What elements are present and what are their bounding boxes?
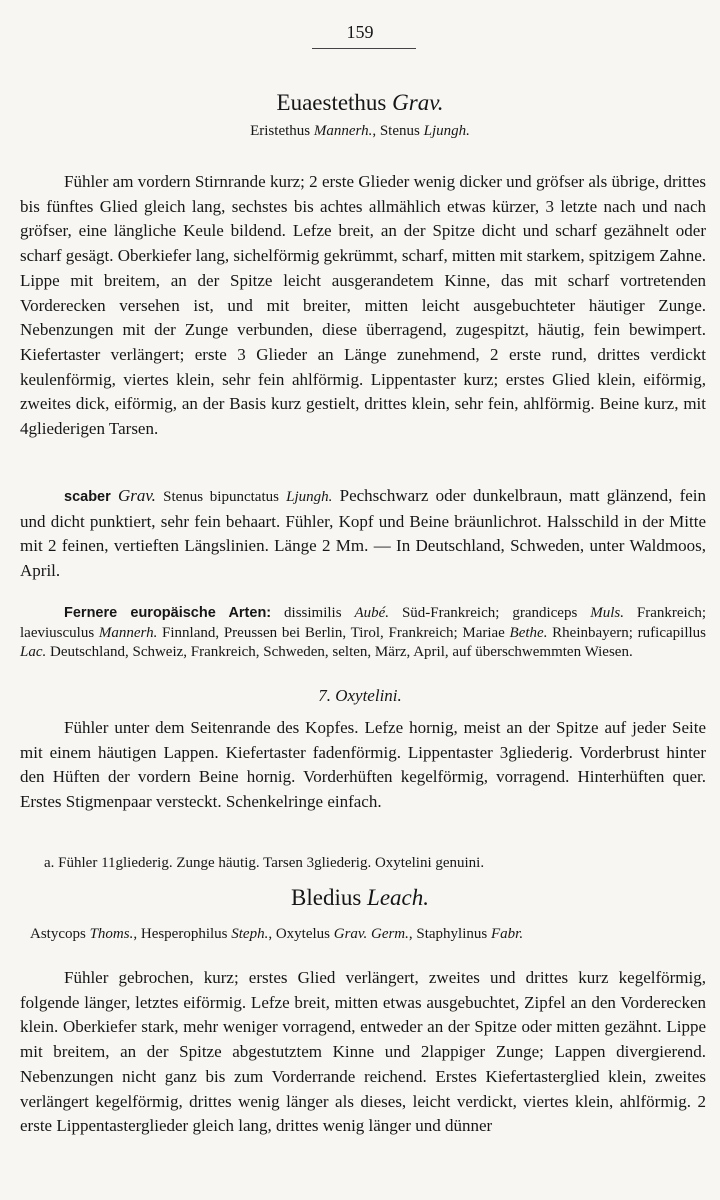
genus-description: Fühler gebrochen, kurz; erstes Glied verlängert, zweites und drittes kurz kegelförmig, folgende länger, letztes eiförmig. Lefze breit, mitten etwas ausgebuchtet, Zipfel an den Vorderecken klein. Oberkiefer stark, mehr weniger vorragend, entweder an der Spitze oder mitten gezähnt. Lippe mit breitem, an der Spitze abgestutztem Kinne und 2lappiger Zunge; Lappen divergierend. Nebenzungen nicht ganz bis zum Vorderrande reichend. Erstes Kiefertasterglied klein, zweites verlängert kegelförmig, drittes wenig länger als dieses, leicht verdickt, viertes klein, ahlförmig. 2 erste Lippentasterglieder gleich lang, drittes wenig länger und dünner — [20, 968, 706, 1136]
page-number: 159 — [346, 22, 374, 42]
genus-author: Leach. — [367, 885, 429, 910]
genus-name: Bledius — [291, 885, 362, 910]
genus-author: Grav. — [392, 90, 444, 115]
genus-name: Euaestethus — [276, 90, 387, 115]
tribe-description-block — [20, 716, 706, 815]
synonym-author: Steph. — [231, 926, 269, 942]
key-line: a. Fühler 11gliederig. Zunge häutig. Tarsen 3gliederig. Oxytelini genuini. — [44, 855, 485, 871]
synonym-name: Oxytelus — [275, 926, 331, 942]
genus-description-block — [20, 170, 706, 442]
synonym-name: Stenus — [379, 123, 420, 139]
synonym-author: Mannerh. — [313, 123, 373, 139]
other-species-text: Fernere europäische Arten: dissimilis Aubé. Süd-Frankreich; grandiceps Muls. Frankreich; laeviusculus Mannerh. Finnland, Preussen bei Berlin, Tirol, Frankreich; Mariae Bethe. Rheinbayern; ruficapillus Lac. Deutschland, Schweiz, Frankreich, Schweden, selten, März, April, auf überschwemmten Wiesen. — [20, 605, 707, 660]
synonym-name: Staphylinus — [416, 926, 488, 942]
synonym-name: Astycops — [30, 926, 86, 942]
species-entry — [20, 484, 706, 584]
synonym-author: Thoms. — [89, 926, 134, 942]
tribe-description: Fühler unter dem Seitenrande des Kopfes. Lefze hornig, meist an der Spitze auf jeder Seite mit einem häutigen Lappen. Kiefertaster fadenförmig. Lippentaster 3gliederig. Vorderbrust hinter den Hüften der vordern Beine hornig. Vorderhüften kegelförmig, vorragend. Hinterhüften quer. Erstes Stigmenpaar versteckt. Schenkelringe einfach. — [20, 718, 706, 812]
synonym-name: Hesperophilus — [140, 926, 228, 942]
header-rule — [312, 48, 416, 49]
genus-synonyms: Astycops Thoms., Hesperophilus Steph., Oxytelus Grav. Germ., Staphylinus Fabr. — [30, 926, 524, 942]
tribe-heading: 7. Oxytelini. — [318, 686, 402, 705]
other-species-heading: Fernere europäische Arten: — [64, 605, 272, 621]
genus-heading-euaestethus — [0, 90, 720, 116]
genus-heading-bledius — [0, 885, 720, 911]
species-text: Pechschwarz oder dunkelbraun, matt glänzend, fein und dicht punktiert, sehr fein behaart. Fühler, Kopf und Beine bräunlichrot. Halsschild in der Mitte mit 2 feinen, vertieften Längslinien. Länge 2 Mm. — In Deutschland, Schweden, unter Waldmoos, April. — [20, 486, 707, 581]
synonym-name: Eristethus — [250, 123, 311, 139]
synonym-author: Ljungh. — [423, 123, 470, 139]
synonym-author: Fabr. — [490, 926, 524, 942]
species-block — [20, 484, 706, 584]
other-species-block — [20, 604, 706, 663]
genus-description-block — [20, 966, 706, 1139]
genus-description: Fühler am vordern Stirnrande kurz; 2 erste Glieder wenig dicker und gröfser als übrige, drittes bis fünftes Glied gleich lang, sechstes bis achtes allmählich etwas kürzer, 3 letzte nach und nach gröfser, eine längliche Keule bildend. Lefze breit, an der Spitze dicht und scharf gezähnelt oder scharf gesägt. Oberkiefer lang, sichelförmig gekrümmt, scharf, mitten mit starkem, spitzigem Zahne. Lippe mit breitem, an der Spitze leicht ausgerandetem Kinne, das mit scharf vortretenden Vorderecken versehen ist, und mit breiter, mitten leicht ausgebuchteter häutiger Zunge. Nebenzungen mit der Zunge verbunden, diese überragend, zugespitzt, häutig, fein bewimpert. Kiefertaster verlängert; erste 3 Glieder an Länge zunehmend, 2 erste rund, drittes verdickt keulenförmig, viertes klein, sehr fein ahlförmig. Lippentaster kurz; erstes Glied klein, eiförmig, zweites dick, eiförmig, an der Basis kurz gestielt, drittes klein, sehr fein, ahlförmig. Beine kurz, mit 4gliederigen Tarsen. — [20, 172, 706, 439]
species-author: Grav. — [117, 486, 156, 505]
species-synonym-author: Ljungh. — [286, 489, 333, 505]
species-name: scaber — [64, 489, 111, 505]
synonym-author: Grav. Germ. — [333, 926, 409, 942]
genus-synonyms: Eristethus Mannerh., Stenus Ljungh. — [250, 123, 470, 139]
species-synonym: Stenus bipunctatus — [163, 489, 279, 505]
